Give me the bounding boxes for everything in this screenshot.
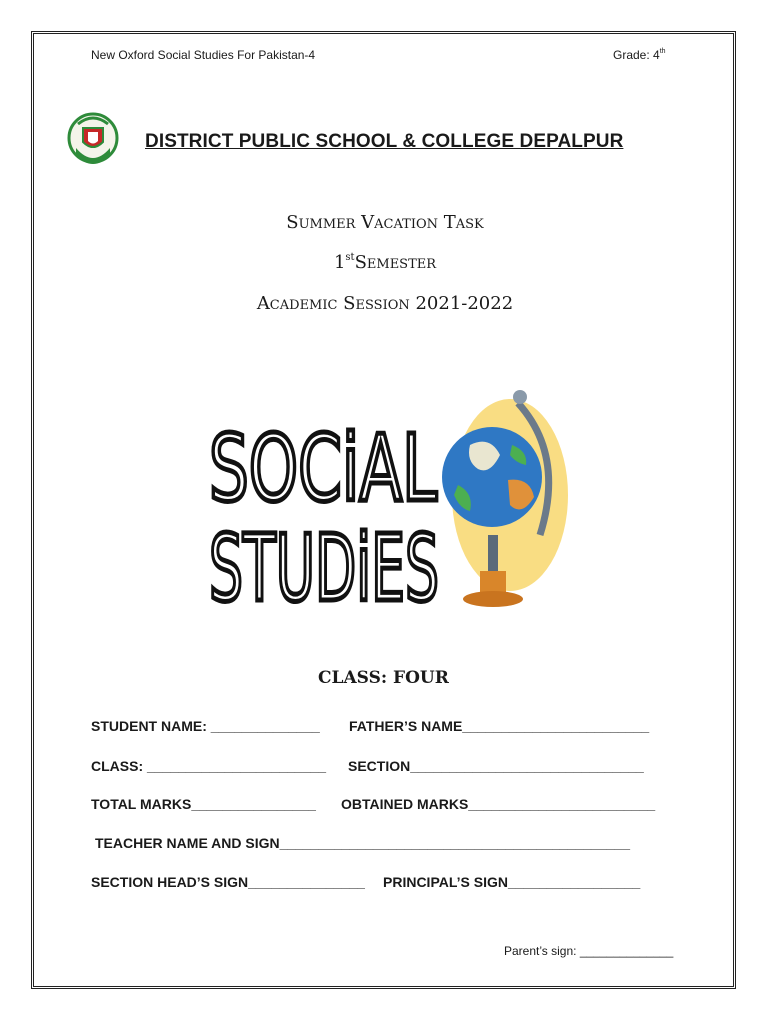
fathers-name-field: FATHER’S NAME________________________ [349,718,650,734]
student-name-field: STUDENT NAME: ______________ [91,718,320,734]
task-title: Summer Vacation Task [286,212,484,233]
grade-label: Grade: 4th [613,48,666,62]
principal-sign-field: PRINCIPAL’S SIGN_________________ [383,874,641,890]
section-head-sign-field: SECTION HEAD’S SIGN_______________ [91,874,365,890]
semester-line: 1stSemester [333,252,437,273]
cover-title-line1: SOCiAL [209,415,437,522]
parent-sign-field: Parent’s sign: ______________ [504,944,674,958]
class-heading: CLASS: FOUR [318,668,449,688]
globe-illustration [430,385,570,615]
total-marks-field: TOTAL MARKS________________ [91,796,316,812]
book-title: New Oxford Social Studies For Pakistan-4 [91,48,316,62]
section-field: SECTION______________________________ [348,758,644,774]
class-field: CLASS: _______________________ [91,758,327,774]
teacher-sign-field: TEACHER NAME AND SIGN_____________________________________________ [95,835,630,851]
school-logo [66,110,120,170]
cover-title-art [205,405,445,622]
obtained-marks-field: OBTAINED MARKS________________________ [341,796,656,812]
school-name: DISTRICT PUBLIC SCHOOL & COLLEGE DEPALPUR [145,131,624,152]
cover-title-line2: STUDiES [209,515,439,622]
session-line: Academic Session 2021-2022 [256,293,514,314]
